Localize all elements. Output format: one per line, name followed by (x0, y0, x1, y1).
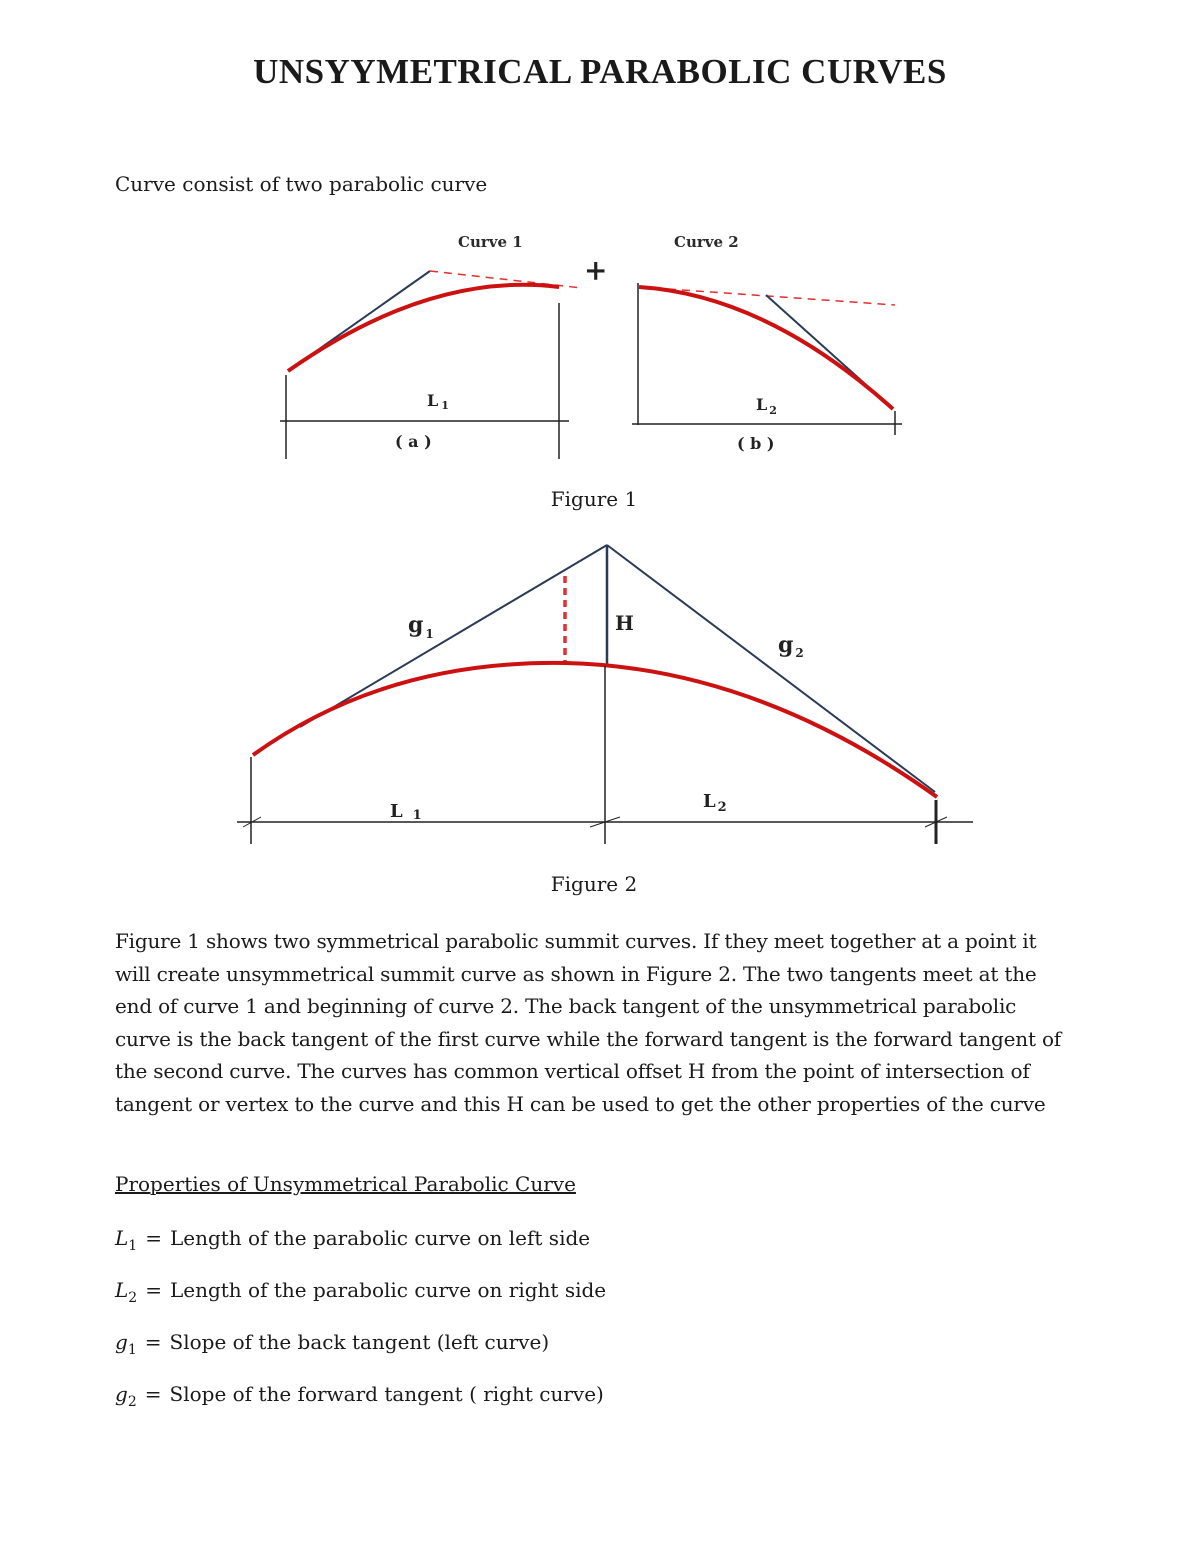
unsymmetrical-parabola (253, 663, 937, 797)
property-l1: $L_1$ = Length of the parabolic curve on left side (115, 1226, 591, 1254)
figure-1-diagram (270, 225, 920, 465)
curve-1-label: Curve 1 (458, 233, 523, 251)
properties-heading: Properties of Unsymmetrical Parabolic Curve (115, 1172, 576, 1196)
back-tangent-g1 (300, 545, 607, 727)
document-title: UNSYYMETRICAL PARABOLIC CURVES (253, 52, 947, 91)
figure-2-length-2-label: L $_2$ (703, 791, 727, 815)
curve-2-diagram (632, 233, 902, 453)
h-label: H (615, 611, 634, 635)
plus-sign: + (584, 254, 608, 287)
part-b-label: ( b ) (737, 434, 775, 453)
figure-2-diagram (225, 540, 985, 850)
property-g2: $g_2$ = Slope of the forward tangent ( right curve) (115, 1382, 604, 1410)
curve-2-parabola (639, 287, 893, 409)
curve-1-parabola (288, 285, 559, 371)
property-symbol: $g_1$ (115, 1330, 137, 1358)
part-a-label: ( a ) (395, 432, 432, 451)
figure-2-length-1-label: L 1 (390, 801, 422, 823)
curve-2-length-label: L $_2$ (756, 395, 777, 417)
figure-2-caption: Figure 2 (550, 872, 638, 896)
forward-tangent-g2 (607, 545, 935, 792)
property-symbol: $g_2$ (115, 1382, 137, 1410)
property-description: Length of the parabolic curve on left side (169, 1226, 591, 1250)
curve-2-label: Curve 2 (674, 233, 739, 251)
figure-1-caption: Figure 1 (550, 487, 638, 511)
g2-label: g $_2$ (778, 632, 804, 660)
g1-label: g $_1$ (408, 612, 434, 641)
property-l2: $L_2$ = Length of the parabolic curve on right side (115, 1278, 607, 1306)
property-g1: $g_1$ = Slope of the back tangent (left curve) (115, 1330, 550, 1358)
curve-1-diagram (280, 233, 582, 459)
property-description: Length of the parabolic curve on right side (169, 1278, 607, 1302)
property-description: Slope of the back tangent (left curve) (169, 1330, 550, 1354)
property-symbol: $L_2$ (115, 1278, 138, 1306)
explanation-paragraph: Figure 1 shows two symmetrical parabolic summit curves. If they meet together at a point it will create unsymmetrical summit curve as shown in Figure 2. The two tangents meet at the end of curve 1 and beginning of curve 2. The back tangent of the unsymmetrical parabolic curve is the back tangent of the first curve while the forward tangent is the forward tangent of the second curve. The curves has common vertical offset H from the point of intersection of tangent or vertex to the curve and this H can be used to get the other properties of the curve (115, 929, 1062, 1116)
property-symbol: $L_1$ (115, 1226, 138, 1254)
property-description: Slope of the forward tangent ( right curve) (169, 1382, 604, 1406)
curve-1-length-label: L 1 (427, 391, 449, 412)
intro-text: Curve consist of two parabolic curve (115, 172, 488, 196)
